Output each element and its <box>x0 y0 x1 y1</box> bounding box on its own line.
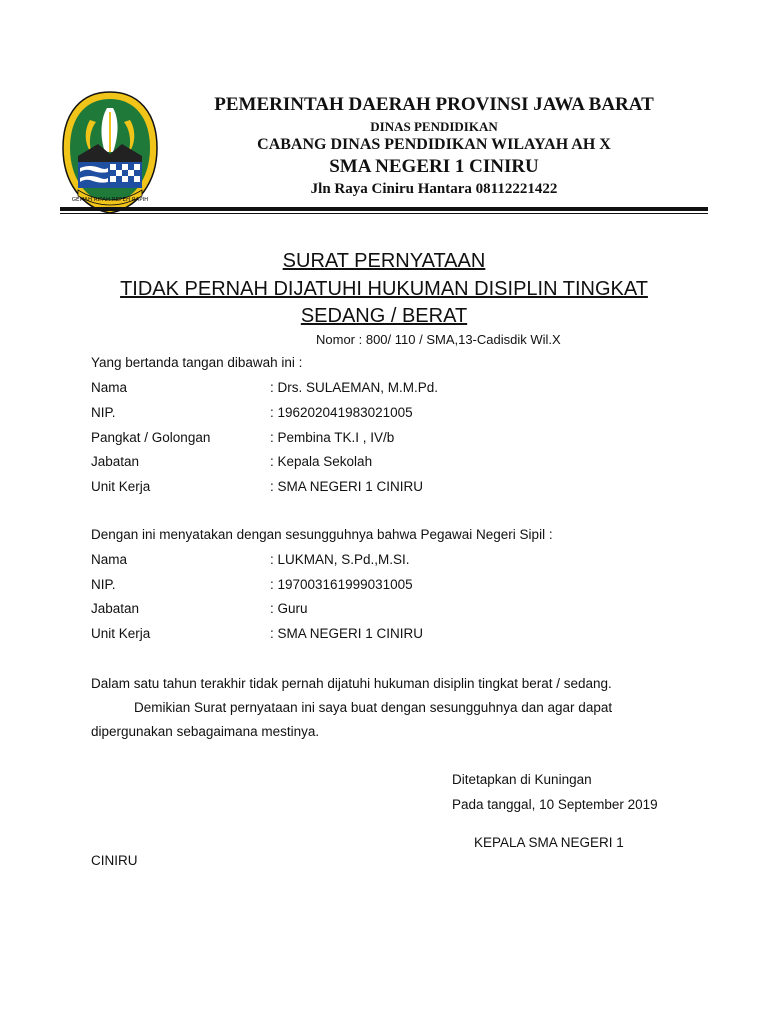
signer-nip-label: NIP. <box>91 405 116 420</box>
signer-unit-value: : SMA NEGERI 1 CINIRU <box>270 479 424 494</box>
closing-place: Ditetapkan di Kuningan <box>452 772 592 787</box>
document-number: Nomor : 800/ 110 / SMA,13-Cadisdik Wil.X <box>316 332 561 347</box>
document-subtitle-line2: SEDANG / BERAT <box>300 305 468 327</box>
subject-name-value: : LUKMAN, S.Pd.,M.SI. <box>270 552 410 567</box>
svg-text:GEMAH RIPAH REPEH RAPIH: GEMAH RIPAH REPEH RAPIH <box>71 197 149 203</box>
letterhead-address: Jln Raya Ciniru Hantara 08112221422 <box>310 181 558 197</box>
signer-unit-label: Unit Kerja <box>91 479 151 494</box>
subject-nip-label: NIP. <box>91 577 116 592</box>
letterhead-government: PEMERINTAH DAERAH PROVINSI JAWA BARAT <box>214 94 654 115</box>
closing-date: Pada tanggal, 10 September 2019 <box>452 797 658 812</box>
signer-nip-value: : 196202041983021005 <box>270 405 413 420</box>
letterhead-department: DINAS PENDIDIKAN <box>370 119 498 134</box>
statement-line-1: Dalam satu tahun terakhir tidak pernah dijatuhi hukuman disiplin tingkat berat / sedang. <box>91 676 612 691</box>
subject-position-label: Jabatan <box>91 601 140 616</box>
subject-unit-label: Unit Kerja <box>91 626 151 641</box>
document-title: SURAT PERNYATAAN <box>282 250 486 272</box>
subject-position-value: : Guru <box>270 601 308 616</box>
subject-nip-value: : 197003161999031005 <box>270 577 413 592</box>
letterhead-rule-thin <box>60 213 708 214</box>
closing-position-continued: CINIRU <box>91 853 138 868</box>
letterhead-rule-thick <box>60 207 708 211</box>
document-subtitle-line1: TIDAK PERNAH DIJATUHI HUKUMAN DISIPLIN TINGKAT <box>120 278 648 300</box>
letterhead-branch: CABANG DINAS PENDIDIKAN WILAYAH AH X <box>257 136 611 153</box>
signer-intro: Yang bertanda tangan dibawah ini : <box>91 355 303 370</box>
statement-line-3: dipergunakan sebagaimana mestinya. <box>91 724 320 739</box>
subject-intro: Dengan ini menyatakan dengan sesungguhnya bahwa Pegawai Negeri Sipil : <box>91 527 553 542</box>
subject-unit-value: : SMA NEGERI 1 CINIRU <box>270 626 424 641</box>
west-java-emblem-logo <box>60 90 160 215</box>
signer-rank-label: Pangkat / Golongan <box>91 430 211 445</box>
statement-line-2: Demikian Surat pernyataan ini saya buat dengan sesungguhnya dan agar dapat <box>134 700 613 715</box>
subject-name-label: Nama <box>91 552 128 567</box>
signer-name-value: : Drs. SULAEMAN, M.M.Pd. <box>270 380 439 395</box>
closing-position: KEPALA SMA NEGERI 1 <box>474 835 624 850</box>
letterhead-school: SMA NEGERI 1 CINIRU <box>329 156 539 177</box>
signer-position-label: Jabatan <box>91 454 140 469</box>
signer-name-label: Nama <box>91 380 128 395</box>
signer-rank-value: : Pembina TK.I , IV/b <box>270 430 395 445</box>
signer-position-value: : Kepala Sekolah <box>270 454 373 469</box>
